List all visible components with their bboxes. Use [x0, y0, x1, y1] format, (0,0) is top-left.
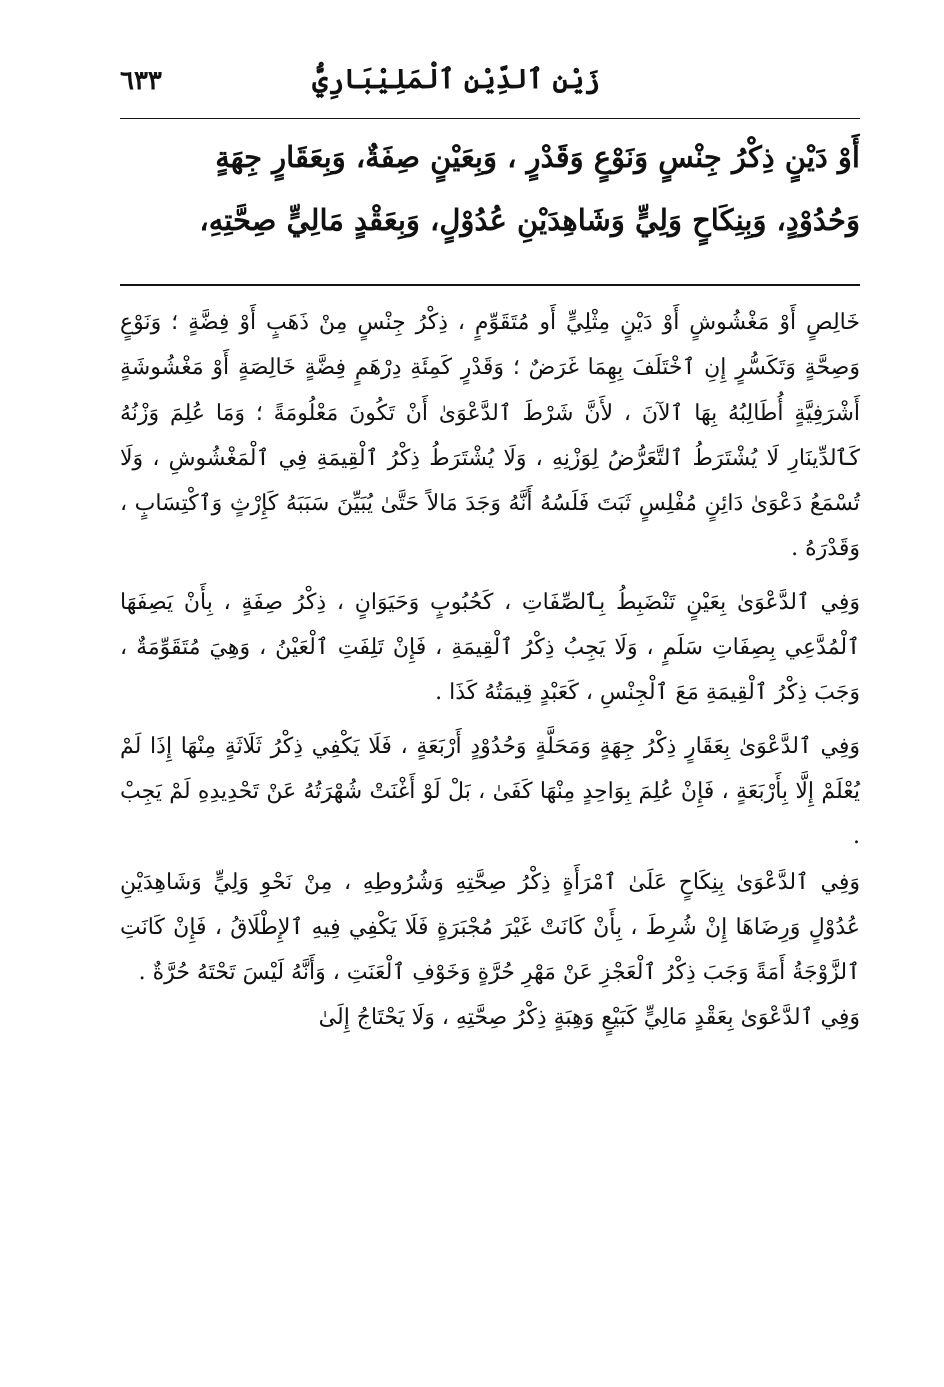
header-divider	[120, 118, 860, 119]
commentary-paragraph: خَالِصٍ أَوْ مَغْشُوشٍ أَوْ دَيْنٍ مِثْلِيٍّ أَو مُتَقَوِّمٍ ، ذِكْرُ جِنْسٍ مِنْ ذَهَبٍ أَوْ فِضَّةٍ ؛ وَنَوْعٍ وَصِحَّةٍ وَتَكَسُّرٍ إِنِ ٱخْتَلَفَ بِهِمَا غَرَضٌ ؛ وَقَدْرٍ كَمِئَةِ دِرْهَمٍ فِضَّةٍ خَالِصَةٍ أَوْ مَغْشُوشَةٍ أَشْرَفِيَّةٍ أُطَالِبُهُ بِهَا ٱلآنَ ، لأَنَّ شَرْطَ ٱلدَّعْوَىٰ أَنْ تَكُونَ مَعْلُومَةً ؛ وَمَا عُلِمَ وَزْنُهُ كَٱلدِّينَارِ لَا يُشْتَرَطُ ٱلتَّعَرُّضُ لِوَزْنِهِ ، وَلَا يُشْتَرَطُ ذِكْرُ ٱلْقِيمَةِ فِي ٱلْمَغْشُوشِ ، وَلَا تُسْمَعُ دَعْوَىٰ دَائِنٍ مُفْلِسٍ ثَبَتَ فَلَسُهُ أَنَّهُ وَجَدَ مَالاً حَتَّىٰ يُبَيِّنَ سَبَبَهُ كَإِرْثٍ وَٱكْتِسَابٍ ، وَقَدْرَهُ .	[120, 310, 860, 562]
matn-line: أَوْ دَيْنٍ ذِكْرُ جِنْسٍ وَنَوْعٍ وَقَدْرٍ ، وَبِعَيْنٍ صِفَةٌ، وَبِعَقَارٍ جِهَةٍ	[215, 140, 860, 174]
matn-line: وَحُدُوْدٍ، وَبِنِكَاحٍ وَلِيٍّ وَشَاهِدَيْنِ عُدُوْلٍ، وَبِعَقْدٍ مَالِيٍّ صِحَّتِهِ،	[199, 203, 860, 237]
page-header	[120, 64, 860, 110]
matn-divider	[120, 284, 860, 286]
commentary-paragraph: وَفِي ٱلدَّعْوَىٰ بِنِكَاحٍ عَلَىٰ ٱمْرَأَةٍ ذِكْرُ صِحَّتِهِ وَشُرُوطِهِ ، مِنْ نَحْوِ وَلِيٍّ وَشَاهِدَيْنِ عُدُوْلٍ وَرِضَاهَا إِنْ شُرِطَ ، بِأَنْ كَانَتْ غَيْرَ مُجْبَرَةٍ فَلَا يَكْفِي فِيهِ ٱلإِطْلَاقُ ، فَإِنْ كَانَتِ ٱلزَّوْجَةُ أَمَةً وَجَبَ ذِكْرُ ٱلْعَجْزِ عَنْ مَهْرِ حُرَّةٍ وَخَوْفِ ٱلْعَنَتِ ، وَأَنَّهُ لَيْسَ تَحْتَهُ حُرَّةٌ .	[120, 869, 860, 986]
page-number: ٦٣٣	[120, 66, 162, 96]
running-title: زَيْن ٱلدِّيْنِ ٱلْمَلِيْبَارِيُّ	[312, 64, 600, 95]
commentary-paragraph: وَفِي ٱلدَّعْوَىٰ بِعَقَارٍ ذِكْرُ جِهَةٍ وَمَحَلَّةٍ وَحُدُوْدٍ أَرْبَعَةٍ ، فَلَا يَكْفِي ذِكْرُ ثَلَاثَةٍ مِنْهَا إِذَا لَمْ يُعْلَمْ إِلَّا بِأَرْبَعَةٍ ، فَإِنْ عُلِمَ بِوَاحِدٍ مِنْهَا كَفَىٰ ، بَلْ لَوْ أَغْنَتْ شُهْرَتُهُ عَنْ تَحْدِيدِهِ لَمْ يَجِبْ .	[120, 733, 860, 850]
commentary-text	[120, 300, 860, 1041]
commentary-paragraph: وَفِي ٱلدَّعْوَىٰ بِعَيْنٍ تَنْضَبِطُ بِٱلصِّفَاتِ ، كَحُبُوبٍ وَحَيَوَانٍ ، ذِكْرُ صِفَةٍ ، بِأَنْ يَصِفَهَا ٱلْمُدَّعِي بِصِفَاتِ سَلَمٍ ، وَلَا يَجِبُ ذِكْرُ ٱلْقِيمَةِ ، فَإِنْ تَلِفَتِ ٱلْعَيْنُ ، وَهِيَ مُتَقَوِّمَةٌ ، وَجَبَ ذِكْرُ ٱلْقِيمَةِ مَعَ ٱلْجِنْسِ ، كَعَبْدٍ قِيمَتُهُ كَذَا .	[120, 589, 860, 706]
commentary-paragraph: وَفِي ٱلدَّعْوَىٰ بِعَقْدٍ مَالِيٍّ كَبَيْعٍ وَهِبَةٍ ذِكْرُ صِحَّتِهِ ، وَلَا يَحْتَاجُ إِلَىٰ	[318, 1005, 860, 1031]
matn-text	[120, 126, 860, 252]
